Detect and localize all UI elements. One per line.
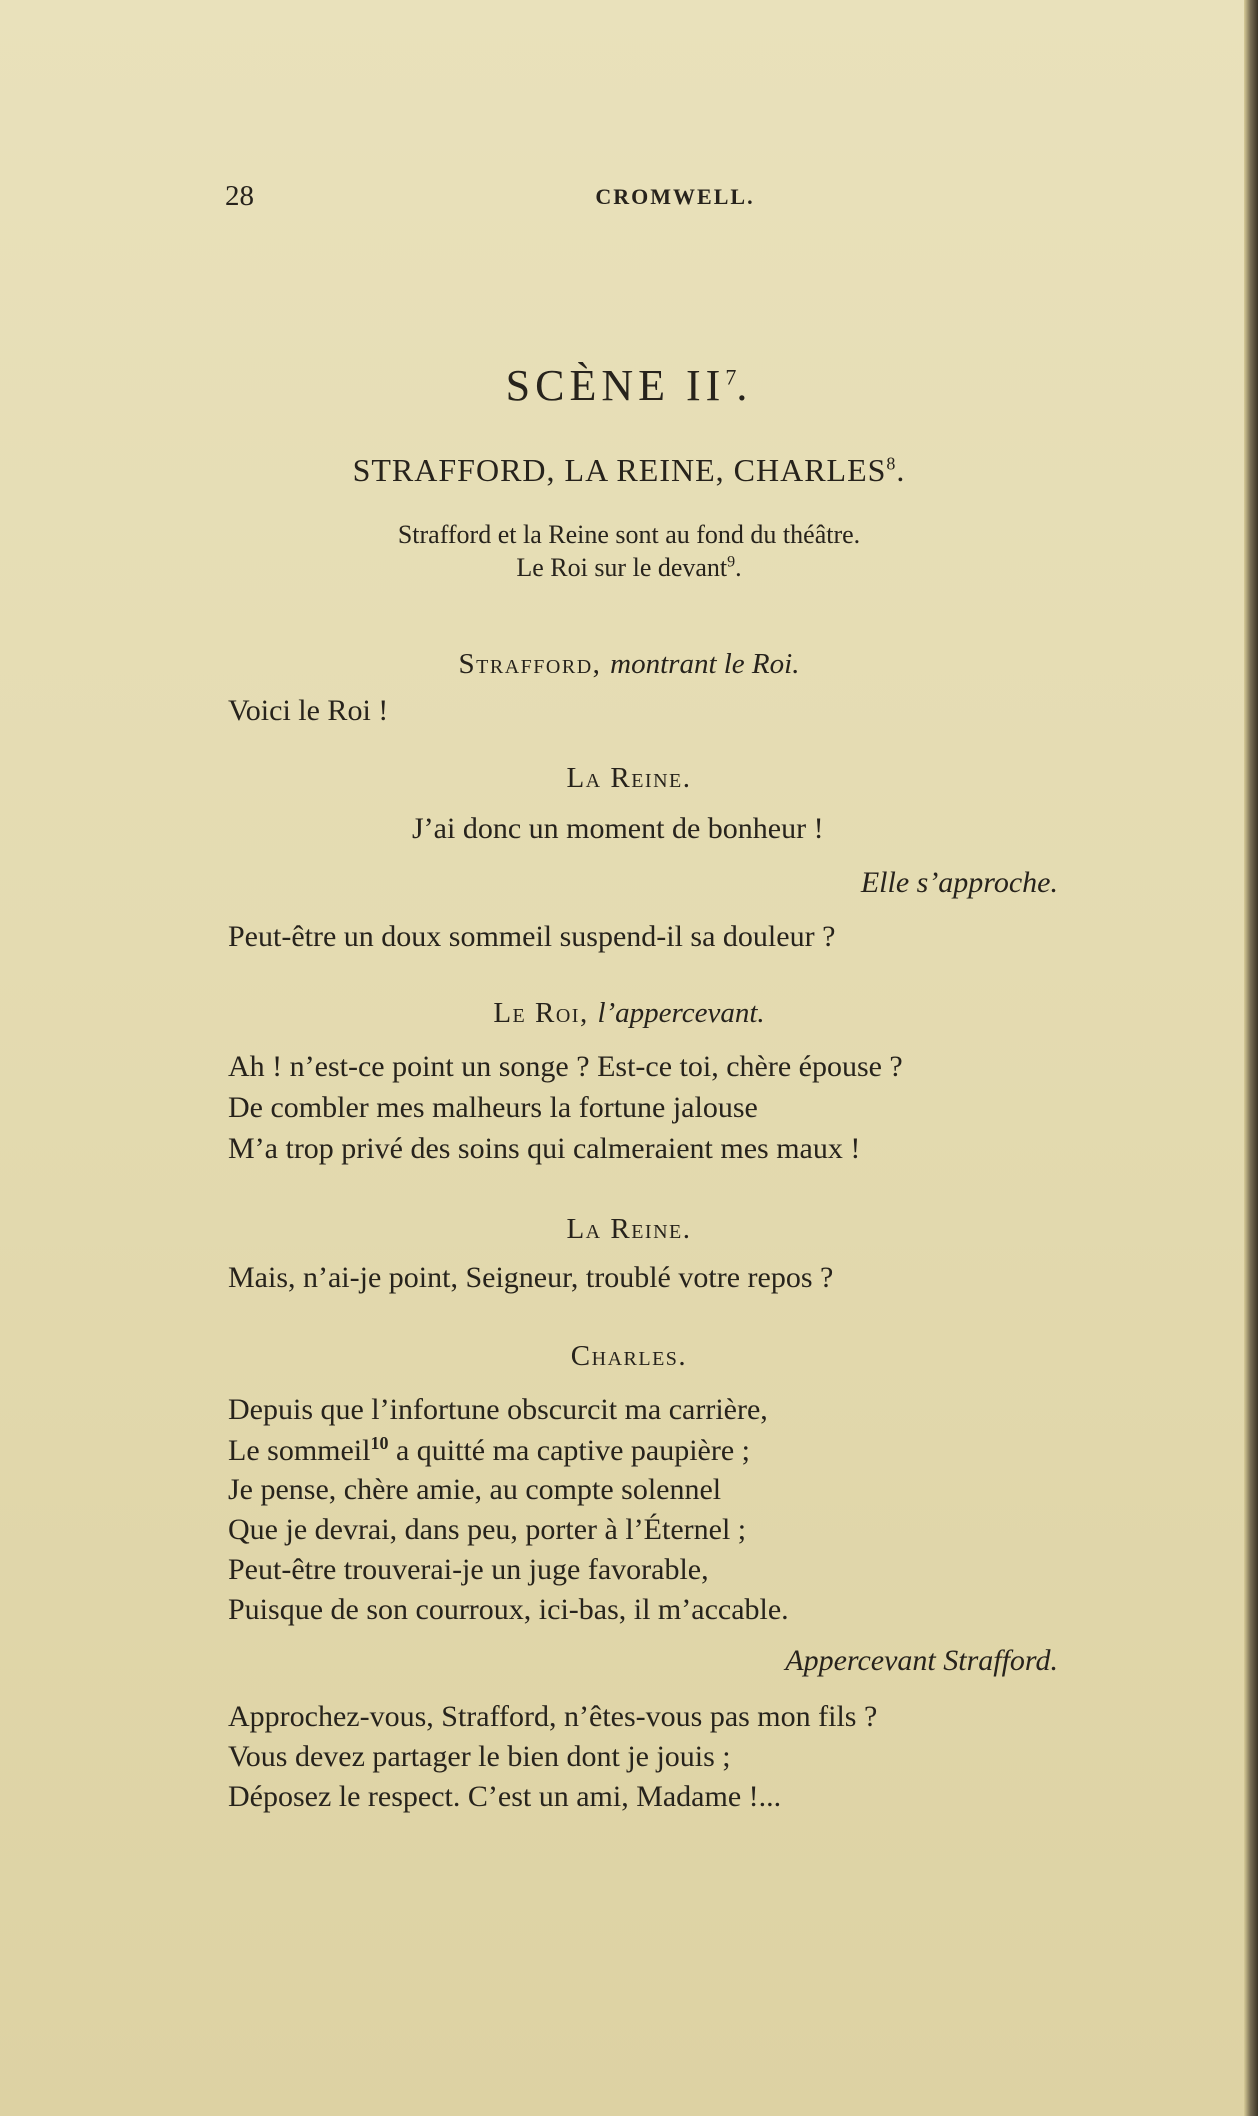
stage-direction-line2-text: Le Roi sur le devant xyxy=(516,553,728,582)
verse-line xyxy=(228,1433,750,1468)
speaker-roi xyxy=(0,997,1258,1030)
speaker-reine: La Reine. xyxy=(566,762,692,794)
verse-line: Peut-être trouverai-je un juge favorable, xyxy=(228,1553,709,1586)
verse-line: Puisque de son courroux, ici-bas, il m’accable. xyxy=(228,1593,789,1626)
verse-line: Mais, n’ai-je point, Seigneur, troublé votre repos ? xyxy=(228,1261,834,1294)
verse-line: Depuis que l’infortune obscurcit ma carrière, xyxy=(228,1393,768,1426)
characters-text: STRAFFORD, LA REINE, CHARLES xyxy=(352,452,887,488)
scene-title-footnote: 7 xyxy=(725,364,737,390)
stage-direction-inline: Elle s’approche. xyxy=(860,866,1058,899)
verse-line: Déposez le respect. C’est un ami, Madame !... xyxy=(228,1780,782,1813)
verse-footnote: 10 xyxy=(370,1433,389,1453)
stage-direction-line2: Le Roi sur le devant$^9$. xyxy=(516,553,742,582)
speaker-reine: La Reine. xyxy=(566,1213,692,1245)
speaker-direction: l’appercevant. xyxy=(597,997,765,1029)
page-number: 28 xyxy=(225,180,254,212)
verse-line: J’ai donc un moment de bonheur ! xyxy=(412,812,824,845)
scene-characters: STRAFFORD, LA REINE, CHARLES$^8$. xyxy=(352,452,906,488)
scene-title-text: SCÈNE II xyxy=(505,361,726,410)
speaker-charles: Charles. xyxy=(570,1340,688,1372)
speaker-name: Le Roi, xyxy=(493,997,589,1029)
verse-line: Ah ! n’est-ce point un songe ? Est-ce toi, chère épouse ? xyxy=(228,1050,903,1083)
verse-text: a quitté ma captive paupière ; xyxy=(388,1434,750,1467)
verse-text: Le sommeil xyxy=(228,1434,371,1467)
stage-direction-footnote: 9 xyxy=(727,553,736,571)
page-edge-shadow xyxy=(1244,0,1258,2116)
verse-line: Approchez-vous, Strafford, n’êtes-vous pas mon fils ? xyxy=(228,1700,878,1733)
characters-footnote: 8 xyxy=(886,453,897,474)
stage-direction-line1: Strafford et la Reine sont au fond du théâtre. xyxy=(397,520,861,549)
verse-line: Que je devrai, dans peu, porter à l’Éternel ; xyxy=(228,1513,747,1546)
verse-line: Peut-être un doux sommeil suspend-il sa douleur ? xyxy=(228,920,836,953)
verse-line: M’a trop privé des soins qui calmeraient mes maux ! xyxy=(228,1132,861,1165)
speaker-name: Strafford, xyxy=(458,648,602,680)
verse-line: Vous devez partager le bien dont je jouis ; xyxy=(228,1740,731,1773)
scene-title: SCÈNE $II^7$. xyxy=(505,361,753,410)
speaker-strafford xyxy=(0,648,1258,681)
running-title: CROMWELL. xyxy=(595,184,755,209)
page-header xyxy=(225,180,1045,220)
verse-line: De combler mes malheurs la fortune jalouse xyxy=(228,1091,758,1124)
verse-line: Voici le Roi ! xyxy=(228,694,389,727)
verse-line: Je pense, chère amie, au compte solennel xyxy=(228,1473,722,1506)
speaker-direction: montrant le Roi. xyxy=(610,648,800,680)
stage-direction-inline: Appercevant Strafford. xyxy=(785,1644,1058,1677)
